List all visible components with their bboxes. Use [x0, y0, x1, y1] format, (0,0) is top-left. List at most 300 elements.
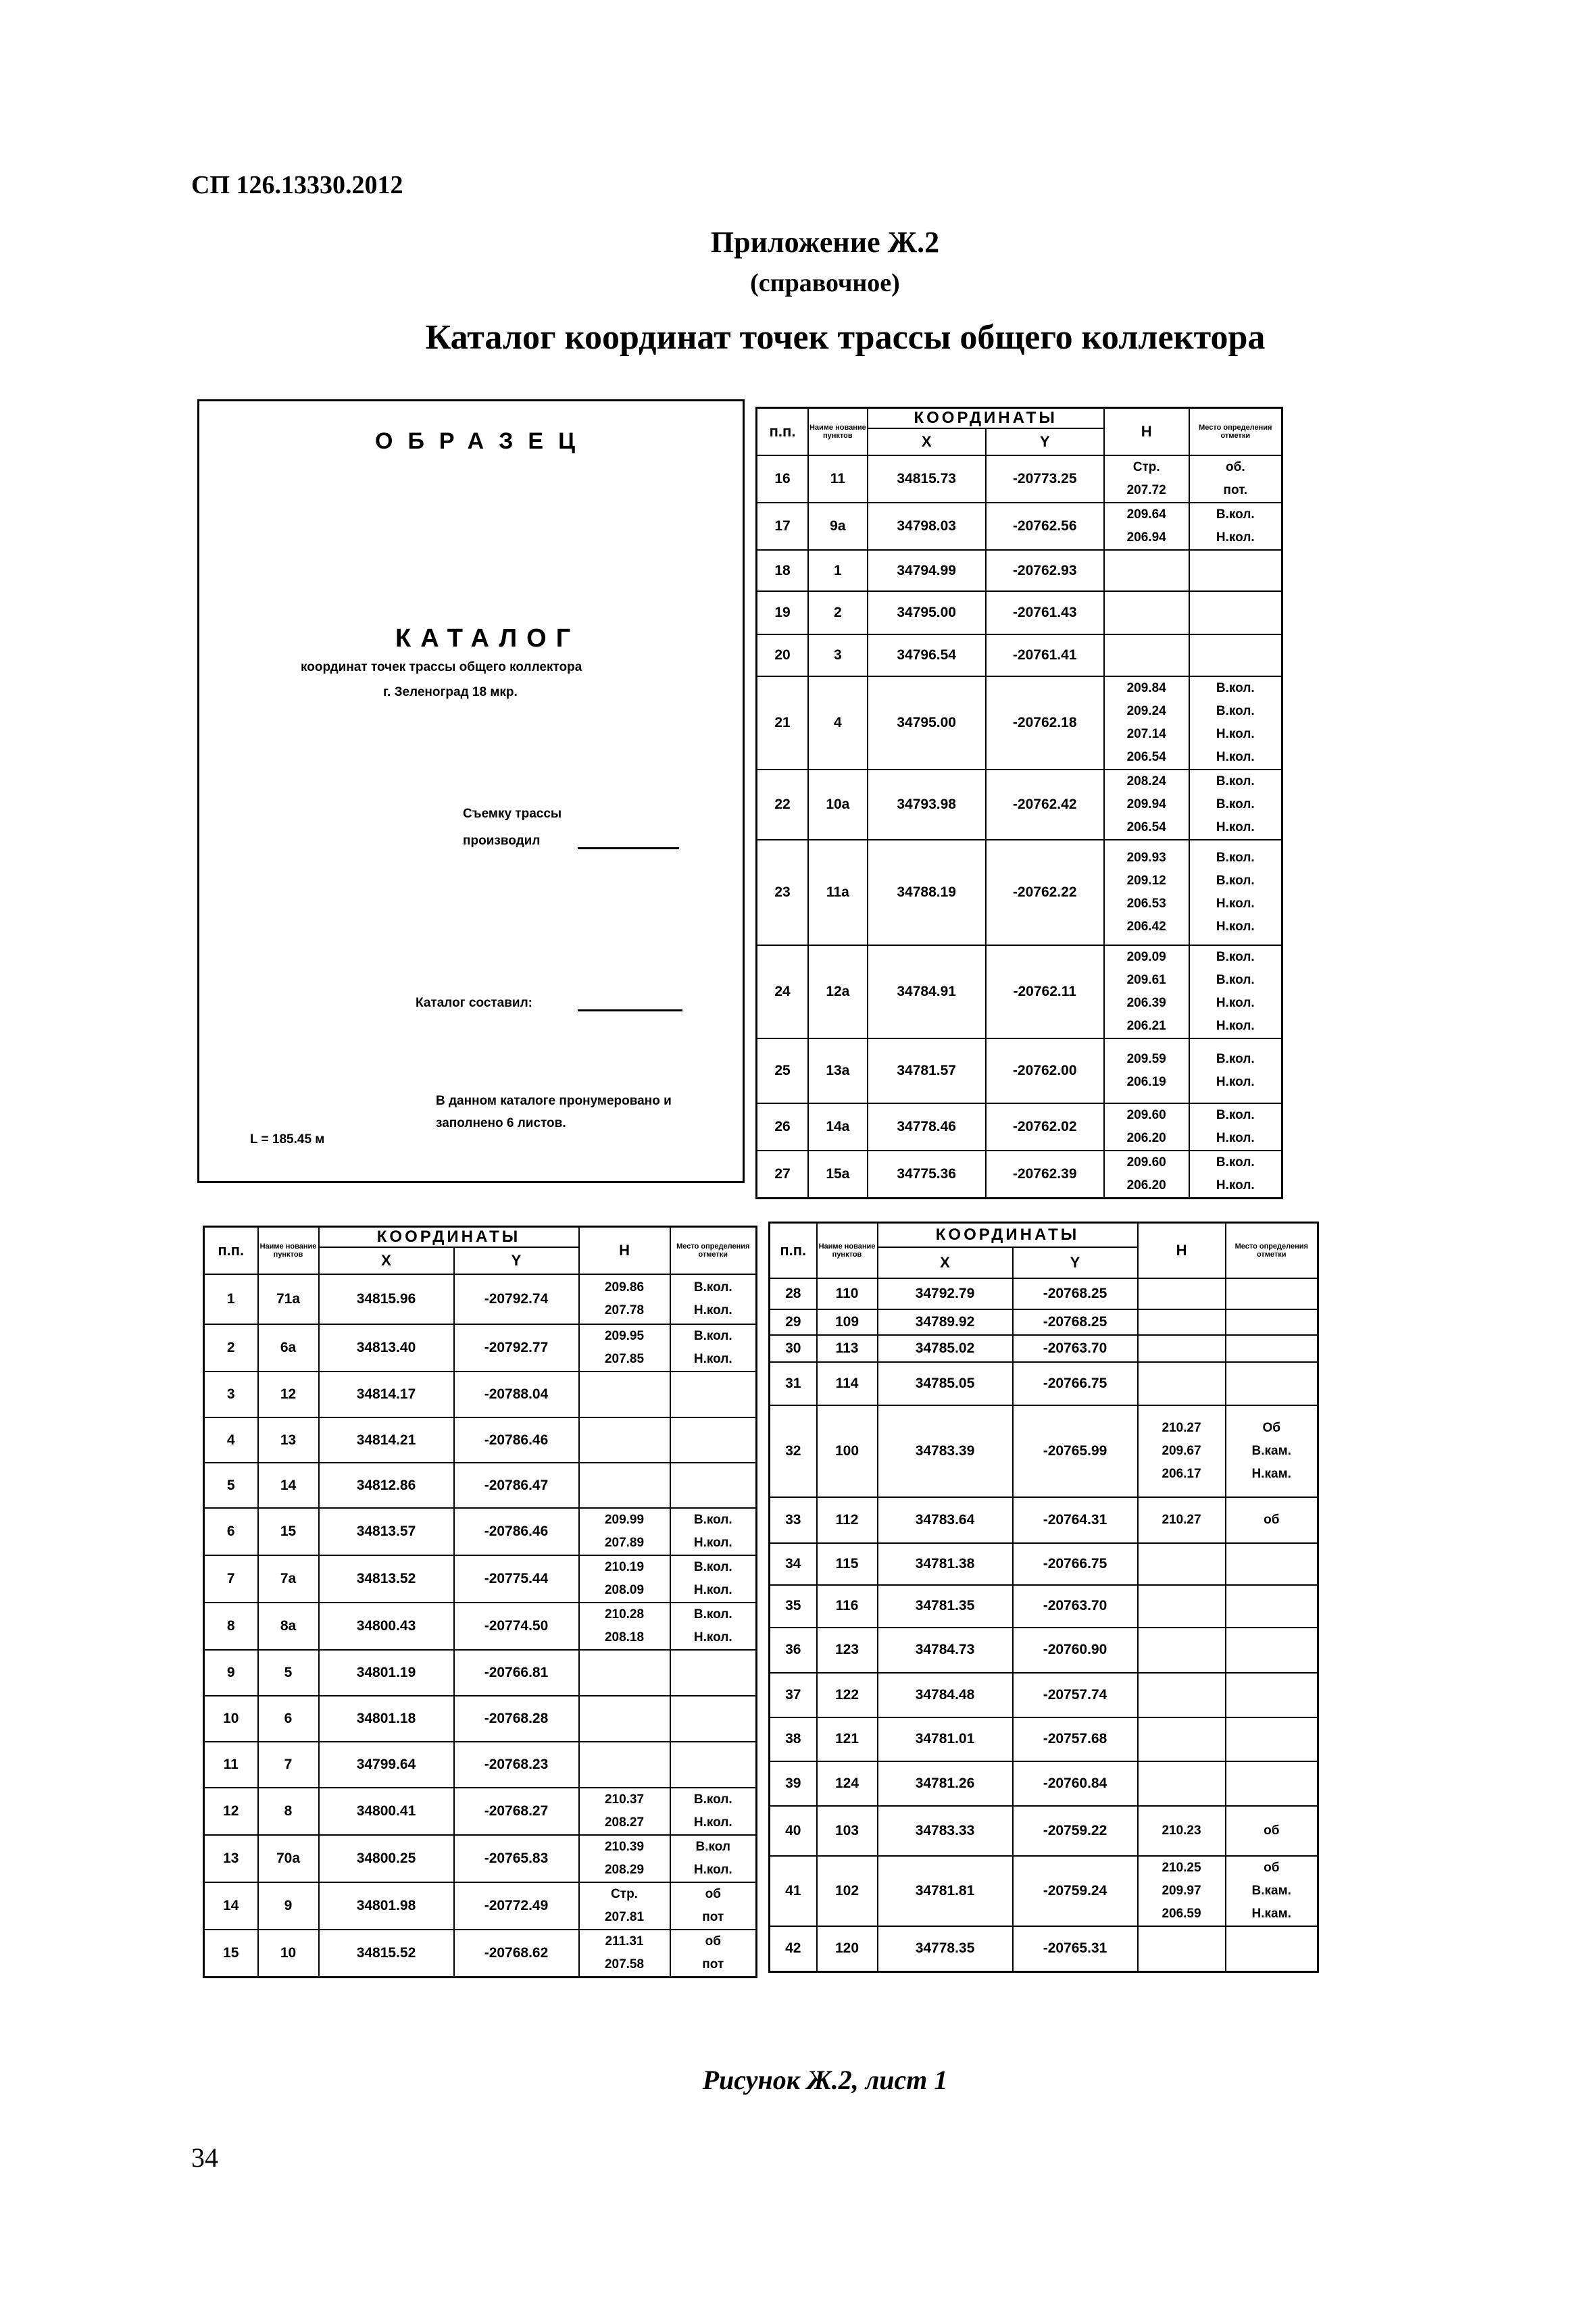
cell-h	[579, 1742, 670, 1788]
cell-y: -20762.93	[986, 550, 1104, 591]
cell-h	[1104, 550, 1189, 591]
cell-num: 5	[204, 1463, 258, 1508]
cell-point: 9	[258, 1882, 319, 1930]
cell-y: -20763.70	[1013, 1585, 1138, 1628]
cell-point: 11	[808, 455, 868, 503]
table-row	[770, 1673, 1318, 1717]
cell-h	[1138, 1856, 1226, 1926]
cell-h-line: 209.67	[1162, 1443, 1201, 1458]
cover-route-length: L = 185.45 м	[250, 1132, 325, 1147]
cell-place-line: В.кол.	[1216, 950, 1255, 964]
cell-h	[579, 1650, 670, 1696]
cell-place-line: Н.кол.	[1216, 920, 1255, 934]
cell-h	[1104, 770, 1189, 840]
cell-place-line: В.кол.	[1216, 797, 1255, 811]
cell-h-line: 209.60	[1126, 1155, 1166, 1169]
cell-y: -20757.68	[1013, 1717, 1138, 1761]
table-row	[204, 1930, 757, 1978]
cell-place-line: Н.кол.	[693, 1352, 732, 1366]
cell-point: 122	[817, 1673, 878, 1717]
cell-h-line: 206.59	[1162, 1906, 1201, 1921]
cell-point: 7	[258, 1742, 319, 1788]
cell-y: -20757.74	[1013, 1673, 1138, 1717]
table-row	[770, 1405, 1318, 1497]
cell-num: 25	[757, 1038, 809, 1103]
table-row	[757, 550, 1282, 591]
cell-place-line: Н.кол.	[693, 1583, 732, 1597]
table-row	[757, 591, 1282, 634]
cell-h	[1104, 1038, 1189, 1103]
cell-num: 30	[770, 1335, 817, 1362]
table-row	[770, 1543, 1318, 1585]
cell-x: 34799.64	[319, 1742, 454, 1788]
cell-h	[579, 1603, 670, 1650]
table-row	[204, 1882, 757, 1930]
cell-h-line: 206.42	[1126, 920, 1166, 934]
cell-y: -20762.02	[986, 1103, 1104, 1151]
cell-y: -20759.22	[1013, 1806, 1138, 1856]
cell-h-line: 209.86	[604, 1280, 645, 1294]
header-num: п.п.	[770, 1223, 817, 1278]
cell-place	[1226, 1405, 1318, 1497]
cell-num: 33	[770, 1497, 817, 1543]
cell-place-line: В.кам.	[1251, 1883, 1291, 1898]
cell-place-line: Н.кол.	[693, 1630, 732, 1644]
cell-point: 9а	[808, 503, 868, 550]
table-row	[770, 1362, 1318, 1405]
cell-num: 42	[770, 1926, 817, 1972]
document-code: СП 126.13330.2012	[191, 171, 403, 199]
cell-num: 20	[757, 634, 809, 676]
cell-x: 34785.02	[878, 1335, 1013, 1362]
cell-place-line: В.кол.	[693, 1329, 732, 1343]
cell-place	[1189, 503, 1282, 550]
cell-num: 23	[757, 840, 809, 945]
cell-num: 37	[770, 1673, 817, 1717]
cell-x: 34801.19	[319, 1650, 454, 1696]
cell-place	[1226, 1543, 1318, 1585]
cell-num: 28	[770, 1278, 817, 1309]
cell-y: -20765.99	[1013, 1405, 1138, 1497]
cell-y: -20786.46	[454, 1417, 579, 1463]
cell-num: 11	[204, 1742, 258, 1788]
cell-y: -20764.31	[1013, 1497, 1138, 1543]
cell-place-line: об	[1264, 1860, 1280, 1875]
cell-place-line: пот	[702, 1910, 724, 1924]
cell-place	[1226, 1278, 1318, 1309]
table-row	[204, 1835, 757, 1882]
table-row	[204, 1417, 757, 1463]
cell-y: -20773.25	[986, 455, 1104, 503]
cell-h	[1104, 591, 1189, 634]
cell-place	[1226, 1926, 1318, 1972]
cell-place	[1226, 1585, 1318, 1628]
header-coordinates: КООРДИНАТЫ	[868, 408, 1104, 429]
cell-num: 29	[770, 1309, 817, 1335]
cell-num: 35	[770, 1585, 817, 1628]
cell-place	[1189, 550, 1282, 591]
header-point-name: Наиме нование пунктов	[808, 408, 868, 456]
signature-line	[578, 847, 679, 849]
cell-place-line: Н.кол.	[1216, 727, 1255, 741]
cell-place-line: В.кол.	[1216, 1155, 1255, 1169]
cell-h	[1138, 1497, 1226, 1543]
cell-x: 34784.73	[878, 1628, 1013, 1673]
cell-point: 102	[817, 1856, 878, 1926]
cell-num: 2	[204, 1324, 258, 1372]
header-x: X	[319, 1247, 454, 1274]
cell-place	[1226, 1673, 1318, 1717]
cell-place-line: Н.кол.	[1216, 750, 1255, 764]
cell-h-line: 207.81	[604, 1910, 645, 1924]
cover-catalog-title: КАТАЛОГ	[395, 624, 580, 653]
cell-point: 71а	[258, 1274, 319, 1324]
cell-h-line: 206.54	[1126, 750, 1166, 764]
table-row	[757, 1038, 1282, 1103]
table-row	[204, 1508, 757, 1555]
cell-x: 34815.96	[319, 1274, 454, 1324]
cell-h	[579, 1274, 670, 1324]
cell-num: 1	[204, 1274, 258, 1324]
header-place: Место определения отметки	[1226, 1223, 1318, 1278]
cell-num: 4	[204, 1417, 258, 1463]
header-x: X	[868, 428, 986, 455]
cell-place-line: Н.кол.	[1216, 1131, 1255, 1145]
header-coordinates: КООРДИНАТЫ	[878, 1223, 1138, 1247]
cover-survey-line2: производил	[463, 834, 541, 848]
cell-h-line: 209.97	[1162, 1883, 1201, 1898]
cell-num: 7	[204, 1555, 258, 1603]
cell-h-line: 206.20	[1126, 1131, 1166, 1145]
cell-y: -20788.04	[454, 1372, 579, 1417]
cell-place	[1189, 1038, 1282, 1103]
cell-point: 113	[817, 1335, 878, 1362]
cell-x: 34796.54	[868, 634, 986, 676]
cell-place	[670, 1882, 757, 1930]
cell-place	[1226, 1362, 1318, 1405]
cell-num: 8	[204, 1603, 258, 1650]
figure-caption: Рисунок Ж.2, лист 1	[702, 2065, 948, 2095]
cell-h-line: 208.18	[604, 1630, 645, 1644]
table-row	[757, 503, 1282, 550]
cell-h-line: 208.24	[1126, 774, 1166, 788]
cell-h-line: 210.23	[1162, 1823, 1201, 1838]
cell-h-line: Стр.	[1132, 460, 1160, 474]
table-row	[770, 1497, 1318, 1543]
table-row	[757, 1151, 1282, 1199]
cell-h	[579, 1882, 670, 1930]
cell-h-line: 209.59	[1126, 1052, 1166, 1066]
cell-x: 34800.25	[319, 1835, 454, 1882]
cell-h	[579, 1696, 670, 1742]
cell-h	[1138, 1628, 1226, 1673]
cell-place	[1189, 676, 1282, 770]
cell-h-line: 209.09	[1126, 950, 1166, 964]
cell-x: 34798.03	[868, 503, 986, 550]
cell-x: 34781.26	[878, 1761, 1013, 1806]
cell-h-line: 210.27	[1162, 1420, 1201, 1435]
cell-y: -20765.83	[454, 1835, 579, 1882]
cell-num: 3	[204, 1372, 258, 1417]
cell-x: 34784.48	[878, 1673, 1013, 1717]
cell-num: 39	[770, 1761, 817, 1806]
cell-place	[1226, 1497, 1318, 1543]
cell-place	[1226, 1761, 1318, 1806]
cell-y: -20763.70	[1013, 1335, 1138, 1362]
header-point-name: Наиме нование пунктов	[817, 1223, 878, 1278]
cell-num: 34	[770, 1543, 817, 1585]
cell-h	[1138, 1806, 1226, 1856]
cell-x: 34778.35	[878, 1926, 1013, 1972]
cell-place-line: Н.кол.	[693, 1863, 732, 1877]
cell-place	[670, 1650, 757, 1696]
cell-h	[1138, 1926, 1226, 1972]
cell-place	[1226, 1856, 1318, 1926]
cell-place	[1226, 1335, 1318, 1362]
cell-y: -20792.74	[454, 1274, 579, 1324]
cell-place-line: Н.кам.	[1251, 1466, 1291, 1481]
cell-place-line: Н.кол.	[1216, 820, 1255, 834]
cell-place-line: об	[1264, 1512, 1280, 1527]
cell-point: 116	[817, 1585, 878, 1628]
table-row	[770, 1278, 1318, 1309]
cell-x: 34781.57	[868, 1038, 986, 1103]
header-point-name: Наиме нование пунктов	[258, 1227, 319, 1275]
cell-place-line: Н.кам.	[1251, 1906, 1291, 1921]
cell-place	[1189, 945, 1282, 1038]
cell-x: 34778.46	[868, 1103, 986, 1151]
page-number: 34	[191, 2142, 218, 2173]
table-row	[770, 1628, 1318, 1673]
cell-y: -20762.22	[986, 840, 1104, 945]
cell-point: 114	[817, 1362, 878, 1405]
cell-place	[1189, 455, 1282, 503]
header-h: Н	[1104, 408, 1189, 456]
cell-y: -20762.00	[986, 1038, 1104, 1103]
cell-point: 15	[258, 1508, 319, 1555]
cell-y: -20768.23	[454, 1742, 579, 1788]
cell-place	[670, 1324, 757, 1372]
cell-h-line: 210.25	[1162, 1860, 1201, 1875]
cell-place-line: В.кол.	[1216, 851, 1255, 865]
cell-point: 115	[817, 1543, 878, 1585]
cell-x: 34801.18	[319, 1696, 454, 1742]
cover-numbered-line2: заполнено 6 листов.	[436, 1116, 566, 1130]
cell-point: 103	[817, 1806, 878, 1856]
cell-point: 123	[817, 1628, 878, 1673]
cell-place-line: В.кам.	[1251, 1443, 1291, 1458]
table-row	[770, 1806, 1318, 1856]
cell-point: 3	[808, 634, 868, 676]
cell-num: 13	[204, 1835, 258, 1882]
cell-x: 34781.38	[878, 1543, 1013, 1585]
cell-h-line: 207.14	[1126, 727, 1166, 741]
table-row	[757, 1103, 1282, 1151]
cell-x: 34814.21	[319, 1417, 454, 1463]
cell-h-line: 206.54	[1126, 820, 1166, 834]
cell-h	[579, 1508, 670, 1555]
cell-place	[670, 1742, 757, 1788]
cell-num: 31	[770, 1362, 817, 1405]
cell-place-line: В.кол.	[1216, 704, 1255, 718]
cell-h-line: 206.53	[1126, 897, 1166, 911]
table-row	[757, 634, 1282, 676]
table-row	[757, 676, 1282, 770]
cell-y: -20762.18	[986, 676, 1104, 770]
coordinate-table-sheet-b	[203, 1226, 757, 1978]
table-row	[770, 1585, 1318, 1628]
cell-y: -20768.28	[454, 1696, 579, 1742]
header-h: Н	[579, 1227, 670, 1275]
cell-x: 34783.64	[878, 1497, 1013, 1543]
table-row	[770, 1309, 1318, 1335]
cover-compiled-by: Каталог составил:	[416, 996, 533, 1010]
cell-h	[1104, 1103, 1189, 1151]
cell-h-line: 209.60	[1126, 1108, 1166, 1122]
cell-x: 34815.73	[868, 455, 986, 503]
cell-place-line: В.кол.	[1216, 681, 1255, 695]
cell-x: 34785.05	[878, 1362, 1013, 1405]
cell-num: 21	[757, 676, 809, 770]
cell-y: -20762.56	[986, 503, 1104, 550]
cell-h-line: Стр.	[611, 1887, 638, 1901]
cell-x: 34794.99	[868, 550, 986, 591]
cell-y: -20761.41	[986, 634, 1104, 676]
cell-y: -20766.75	[1013, 1543, 1138, 1585]
cell-x: 34775.36	[868, 1151, 986, 1199]
cell-point: 14а	[808, 1103, 868, 1151]
table-row	[757, 945, 1282, 1038]
cell-place-line: Н.кол.	[1216, 1019, 1255, 1033]
cell-place-line: В.кол	[695, 1840, 730, 1854]
cell-place-line: В.кол.	[1216, 774, 1255, 788]
cover-sample-label: ОБРАЗЕЦ	[375, 428, 590, 454]
cell-y: -20774.50	[454, 1603, 579, 1650]
cell-h-line: 210.28	[604, 1607, 645, 1621]
cell-y: -20761.43	[986, 591, 1104, 634]
cell-place-line: В.кол.	[693, 1513, 732, 1527]
cell-x: 34783.39	[878, 1405, 1013, 1497]
cell-place-line: Н.кол.	[1216, 530, 1255, 545]
table-row	[204, 1742, 757, 1788]
cell-place	[1189, 634, 1282, 676]
cell-h-line: 207.78	[604, 1303, 645, 1317]
cell-num: 9	[204, 1650, 258, 1696]
cell-num: 27	[757, 1151, 809, 1199]
cell-y: -20792.77	[454, 1324, 579, 1372]
cell-h-line: 211.31	[605, 1934, 644, 1948]
header-coordinates: КООРДИНАТЫ	[319, 1227, 579, 1248]
cell-h-line: 210.27	[1162, 1512, 1201, 1527]
cell-place	[1226, 1309, 1318, 1335]
header-place: Место определения отметки	[670, 1227, 757, 1275]
coordinate-table-sheet-a	[755, 407, 1283, 1199]
cell-point: 13а	[808, 1038, 868, 1103]
table-row	[770, 1761, 1318, 1806]
cell-place-line: В.кол.	[693, 1560, 732, 1574]
table-row	[204, 1324, 757, 1372]
cell-h	[579, 1930, 670, 1978]
cell-num: 16	[757, 455, 809, 503]
cell-place	[1189, 1103, 1282, 1151]
cell-place	[1189, 591, 1282, 634]
cell-point: 15а	[808, 1151, 868, 1199]
cell-place-line: Н.кол.	[1216, 1178, 1255, 1192]
cell-x: 34800.43	[319, 1603, 454, 1650]
cell-place-line: В.кол.	[693, 1792, 732, 1807]
cell-h-line: 209.99	[604, 1513, 645, 1527]
cell-h	[1138, 1405, 1226, 1497]
cell-h	[1138, 1335, 1226, 1362]
cell-point: 11а	[808, 840, 868, 945]
cell-place	[1226, 1717, 1318, 1761]
table-row	[770, 1926, 1318, 1972]
cell-place-line: В.кол.	[1216, 1108, 1255, 1122]
cell-place-line: Н.кол.	[1216, 897, 1255, 911]
cell-h-line: 209.12	[1126, 874, 1166, 888]
cell-point: 109	[817, 1309, 878, 1335]
cell-y: -20762.39	[986, 1151, 1104, 1199]
cell-num: 18	[757, 550, 809, 591]
cell-num: 17	[757, 503, 809, 550]
table-row	[757, 455, 1282, 503]
cell-num: 38	[770, 1717, 817, 1761]
table-row	[757, 840, 1282, 945]
cell-y: -20766.75	[1013, 1362, 1138, 1405]
cell-place-line: В.кол.	[1216, 874, 1255, 888]
cell-x: 34800.41	[319, 1788, 454, 1835]
cell-point: 6а	[258, 1324, 319, 1372]
cell-num: 19	[757, 591, 809, 634]
cell-h-line: 210.37	[604, 1792, 645, 1807]
cell-place	[670, 1555, 757, 1603]
cell-point: 70а	[258, 1835, 319, 1882]
cell-h-line: 208.09	[604, 1583, 645, 1597]
cell-h	[1104, 503, 1189, 550]
cell-place-line: пот	[702, 1957, 724, 1971]
cell-place-line: В.кол.	[1216, 973, 1255, 987]
appendix-subtitle: (справочное)	[750, 269, 900, 297]
cell-num: 10	[204, 1696, 258, 1742]
cell-point: 12а	[808, 945, 868, 1038]
cell-point: 1	[808, 550, 868, 591]
header-y: Y	[986, 428, 1104, 455]
cell-point: 6	[258, 1696, 319, 1742]
cell-y: -20768.62	[454, 1930, 579, 1978]
cell-place	[670, 1696, 757, 1742]
cell-h-line: 207.58	[604, 1957, 645, 1971]
cell-h-line: 208.27	[604, 1815, 645, 1830]
cell-h	[579, 1417, 670, 1463]
cell-place	[1189, 1151, 1282, 1199]
cell-place-line: Н.кол.	[693, 1815, 732, 1830]
cell-point: 10а	[808, 770, 868, 840]
cell-h-line: 206.20	[1126, 1178, 1166, 1192]
cell-x: 34815.52	[319, 1930, 454, 1978]
cell-x: 34813.57	[319, 1508, 454, 1555]
cell-num: 32	[770, 1405, 817, 1497]
cell-place	[1189, 770, 1282, 840]
table-row	[204, 1274, 757, 1324]
cell-place-line: об.	[1225, 460, 1245, 474]
cell-place	[670, 1835, 757, 1882]
cell-h-line: 209.84	[1126, 681, 1166, 695]
cell-x: 34812.86	[319, 1463, 454, 1508]
cell-point: 12	[258, 1372, 319, 1417]
cell-num: 26	[757, 1103, 809, 1151]
cell-h-line: 206.39	[1126, 996, 1166, 1010]
table-row	[204, 1463, 757, 1508]
